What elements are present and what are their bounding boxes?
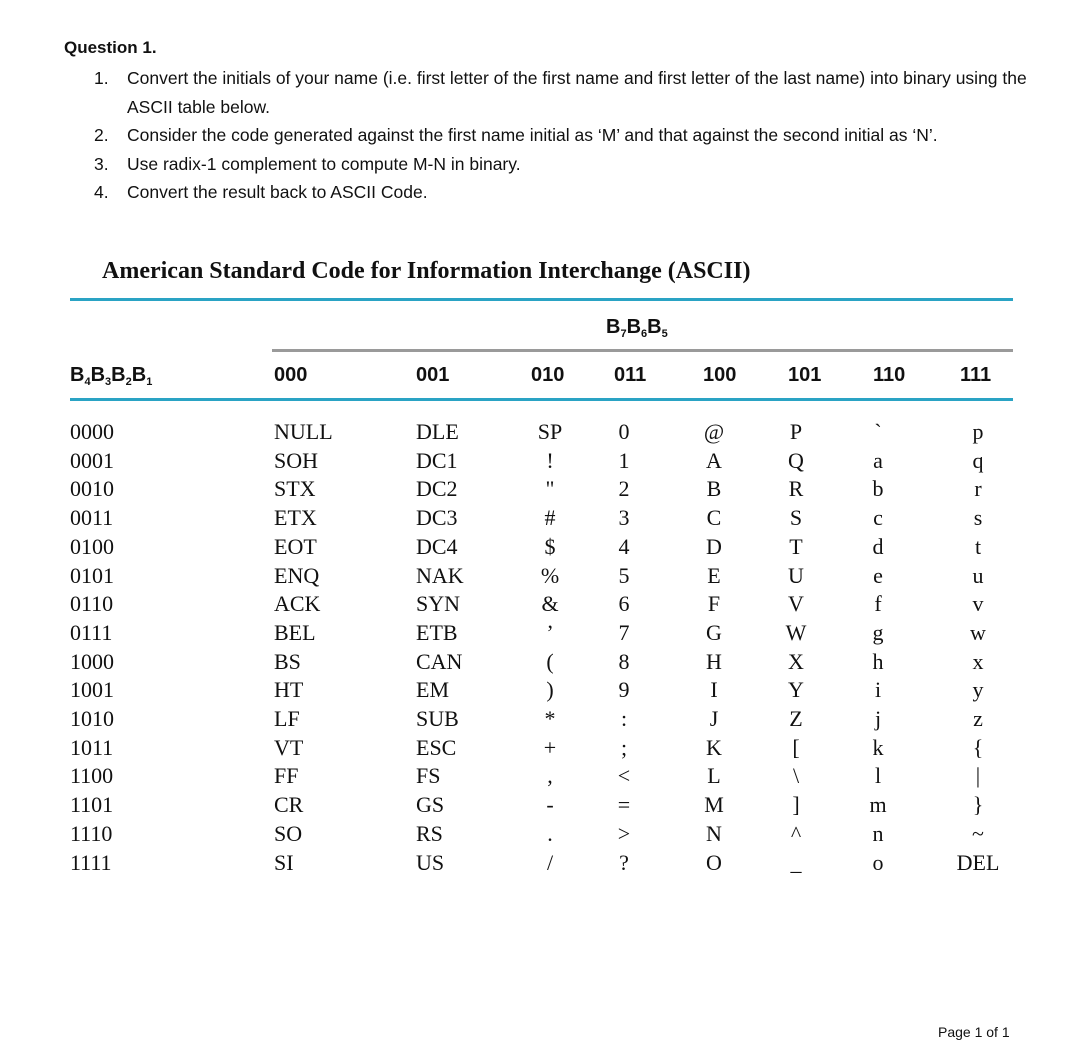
column-header: 010 <box>531 364 565 386</box>
ascii-cell: 6 <box>618 591 630 617</box>
column-header-rule <box>272 349 1013 352</box>
question-item <box>94 121 1034 150</box>
ascii-cell: P <box>789 419 803 444</box>
ascii-cell: W <box>785 619 807 645</box>
ascii-cell: w <box>970 619 986 645</box>
ascii-cell: n <box>872 820 884 846</box>
ascii-cell: ; <box>620 734 628 760</box>
question-item <box>94 64 1034 121</box>
ascii-cell: DC1 <box>416 447 458 473</box>
ascii-cell: EOT <box>274 533 317 559</box>
ascii-cell: ETX <box>274 505 317 531</box>
ascii-cell: SUB <box>416 706 459 731</box>
ascii-cell: 2 <box>618 476 630 502</box>
ascii-cell: , <box>547 763 553 789</box>
ascii-cell: d <box>872 533 884 559</box>
item-text: Consider the code generated against the first name initial as ‘M’ and that against the second initial as ‘N’. <box>127 125 938 146</box>
row-bits-label: 1111 <box>70 849 112 875</box>
ascii-cell: SOH <box>274 447 319 473</box>
column-header: 101 <box>788 364 822 386</box>
ascii-cell: V <box>788 591 804 617</box>
column-header: 111 <box>960 364 992 386</box>
ascii-cell: DEL <box>956 849 1000 875</box>
ascii-cell: G <box>706 619 722 645</box>
row-bits-label: 0101 <box>70 562 114 588</box>
ascii-cell: ) <box>546 677 554 703</box>
ascii-cell: { <box>972 734 984 760</box>
item-number: 2. <box>94 125 109 146</box>
row-bits-label: 0011 <box>70 505 114 531</box>
ascii-cell: GS <box>416 792 445 818</box>
ascii-cell: k <box>872 734 884 760</box>
ascii-cell: - <box>546 792 554 818</box>
ascii-cell: t <box>974 533 982 559</box>
ascii-cell: NULL <box>274 419 333 444</box>
item-text: Convert the result back to ASCII Code. <box>127 182 428 203</box>
ascii-cell: i <box>874 677 882 703</box>
ascii-cell: g <box>872 619 884 645</box>
ascii-cell: 7 <box>618 619 630 645</box>
ascii-cell: BS <box>274 648 301 674</box>
ascii-cell: S <box>789 505 803 531</box>
ascii-cell: h <box>872 648 884 674</box>
ascii-cell: FS <box>416 763 441 789</box>
ascii-cell: J <box>709 706 719 731</box>
row-bits-label: 0001 <box>70 447 114 473</box>
ascii-cell: DC3 <box>416 505 458 531</box>
ascii-cell: u <box>972 562 984 588</box>
row-bits-label: 1000 <box>70 648 114 674</box>
ascii-cell: y <box>972 677 984 703</box>
ascii-cell: A <box>706 447 722 473</box>
ascii-cell: s <box>973 505 983 531</box>
item-text: Use radix-1 complement to compute M-N in binary. <box>127 153 521 174</box>
item-number: 4. <box>94 182 109 203</box>
ascii-cell: 0 <box>618 419 630 444</box>
ascii-cell: % <box>540 562 560 588</box>
ascii-cell: a <box>873 447 883 473</box>
ascii-cell: # <box>544 505 556 531</box>
question-item <box>94 178 1034 207</box>
table-top-rule <box>70 298 1013 301</box>
ascii-cell: p <box>972 419 984 444</box>
ascii-cell: Z <box>789 706 803 731</box>
ascii-cell: Y <box>788 677 804 703</box>
ascii-cell: ? <box>619 849 629 875</box>
row-bits-label: 1001 <box>70 677 114 703</box>
ascii-cell: m <box>869 792 887 818</box>
ascii-cell: l <box>874 763 882 789</box>
question-list <box>94 64 1034 207</box>
ascii-cell: ~ <box>972 820 984 846</box>
ascii-cell: ! <box>546 447 554 473</box>
column-header: 000 <box>274 364 308 386</box>
ascii-cell: | <box>975 763 981 789</box>
column-header: 011 <box>614 364 647 386</box>
ascii-cell: SO <box>274 820 303 846</box>
ascii-cell: [ <box>792 734 800 760</box>
ascii-cell: 8 <box>618 648 630 674</box>
ascii-cell: O <box>706 849 722 875</box>
ascii-cell: ( <box>546 648 554 674</box>
ascii-cell: f <box>874 591 882 617</box>
table-header-rule <box>70 398 1013 401</box>
ascii-cell: CR <box>274 792 304 818</box>
ascii-cell: U <box>788 562 804 588</box>
ascii-cell: B <box>706 476 722 502</box>
item-number: 1. <box>94 68 109 88</box>
ascii-cell: ENQ <box>274 562 320 588</box>
column-header: 100 <box>703 364 737 386</box>
ascii-cell: @ <box>703 419 725 444</box>
ascii-cell: RS <box>416 820 443 846</box>
ascii-cell: ] <box>792 792 800 818</box>
ascii-cell: FF <box>274 763 299 789</box>
ascii-cell: SYN <box>416 591 461 617</box>
ascii-cell: $ <box>544 533 556 559</box>
ascii-cell: > <box>617 820 631 846</box>
ascii-cell: 1 <box>618 447 630 473</box>
page-footer: Page 1 of 1 <box>938 1024 1010 1040</box>
ascii-cell: r <box>974 476 982 502</box>
ascii-cell: * <box>544 706 556 731</box>
column-group-header: $B_7B_6B_5$ <box>606 316 668 340</box>
ascii-cell: NAK <box>416 562 464 588</box>
ascii-cell: EM <box>416 677 449 703</box>
ascii-cell: H <box>706 648 722 674</box>
row-bits-label: 0000 <box>70 419 114 444</box>
ascii-cell: ^ <box>790 820 802 846</box>
row-bits-header: $B_4B_3B_2B_1$ <box>70 364 153 388</box>
ascii-cell: / <box>546 849 554 875</box>
row-bits-label: 1101 <box>70 792 114 818</box>
ascii-cell: c <box>873 505 883 531</box>
ascii-cell: N <box>706 820 722 846</box>
question-item <box>94 150 1034 179</box>
ascii-cell: z <box>973 706 983 731</box>
ascii-cell: I <box>710 677 718 703</box>
ascii-cell: . <box>547 820 553 846</box>
row-bits-label: 1010 <box>70 706 114 731</box>
ascii-cell: _ <box>790 849 802 875</box>
ascii-cell: 5 <box>618 562 630 588</box>
row-bits-label: 0111 <box>70 619 113 645</box>
ascii-cell: ESC <box>416 734 457 760</box>
ascii-cell: b <box>872 476 884 502</box>
ascii-cell: C <box>706 505 722 531</box>
ascii-cell: SI <box>274 849 294 875</box>
ascii-cell: M <box>704 792 724 818</box>
ascii-cell: LF <box>274 706 300 731</box>
ascii-cell: 9 <box>618 677 630 703</box>
row-bits-label: 1100 <box>70 763 114 789</box>
row-bits-label: 1011 <box>70 734 114 760</box>
ascii-cell: j <box>874 706 882 731</box>
ascii-cell: DLE <box>416 419 459 444</box>
ascii-cell: ` <box>874 419 882 444</box>
ascii-cell: VT <box>274 734 304 760</box>
row-bits-label: 0110 <box>70 591 114 617</box>
ascii-cell: E <box>707 562 721 588</box>
ascii-cell: : <box>620 706 628 731</box>
ascii-cell: Q <box>788 447 804 473</box>
ascii-cell: v <box>972 591 984 617</box>
ascii-cell: BEL <box>274 619 316 645</box>
ascii-cell: T <box>789 533 803 559</box>
ascii-cell: o <box>872 849 884 875</box>
column-header: 110 <box>873 364 906 386</box>
ascii-cell: D <box>706 533 722 559</box>
ascii-cell: DC4 <box>416 533 458 559</box>
ascii-cell: e <box>873 562 883 588</box>
ascii-cell: x <box>972 648 984 674</box>
ascii-cell: = <box>617 792 631 818</box>
ascii-cell: K <box>706 734 722 760</box>
ascii-cell: ETB <box>416 619 458 645</box>
ascii-cell: ACK <box>274 591 321 617</box>
ascii-cell: + <box>543 734 557 760</box>
row-bits-label: 0010 <box>70 476 114 502</box>
ascii-cell: L <box>707 763 721 789</box>
ascii-cell: 3 <box>618 505 630 531</box>
question-title: Question 1. <box>64 38 157 57</box>
column-header: 001 <box>416 364 450 386</box>
table-title: American Standard Code for Information Interchange (ASCII) <box>102 258 751 284</box>
item-text: Convert the initials of your name (i.e. first letter of the first name and first letter of the last name) into binary using the ASCII table below. <box>127 68 1027 117</box>
ascii-cell: X <box>788 648 804 674</box>
ascii-cell: HT <box>274 677 304 703</box>
ascii-cell: F <box>707 591 721 617</box>
ascii-cell: SP <box>537 419 563 444</box>
ascii-cell: R <box>788 476 804 502</box>
row-bits-label: 0100 <box>70 533 114 559</box>
ascii-cell: ’ <box>546 619 554 645</box>
ascii-cell: " <box>545 476 555 502</box>
ascii-cell: CAN <box>416 648 463 674</box>
ascii-cell: & <box>541 591 559 617</box>
ascii-cell: } <box>972 792 984 818</box>
ascii-cell: \ <box>792 763 800 789</box>
ascii-cell: DC2 <box>416 476 458 502</box>
ascii-cell: 4 <box>618 533 630 559</box>
ascii-cell: q <box>972 447 984 473</box>
ascii-cell: STX <box>274 476 316 502</box>
ascii-cell: US <box>416 849 445 875</box>
ascii-cell: < <box>617 763 631 789</box>
item-number: 3. <box>94 153 109 174</box>
row-bits-label: 1110 <box>70 820 113 846</box>
